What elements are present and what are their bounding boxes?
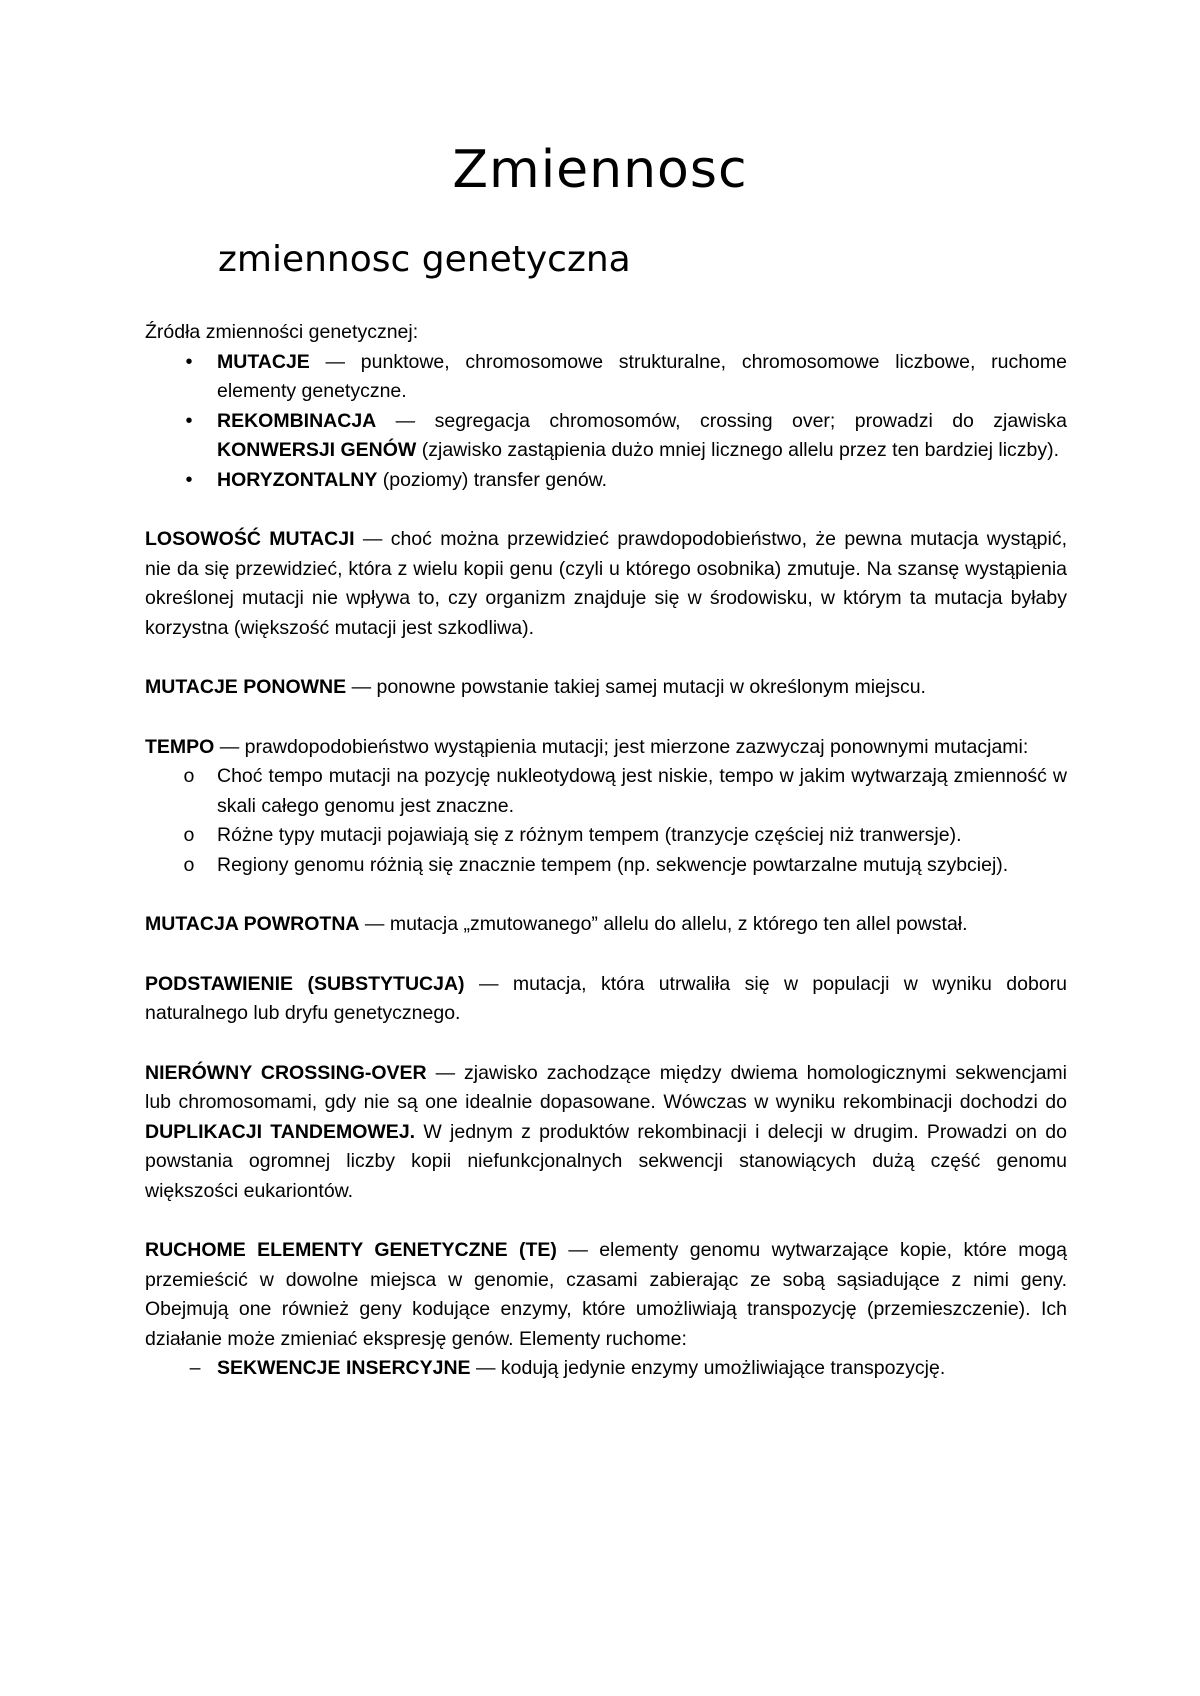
sources-intro: Źródła zmienności genetycznej: bbox=[145, 321, 419, 343]
term: DUPLIKACJI TANDEMOWEJ. bbox=[145, 1120, 416, 1143]
term: HORYZONTALNY bbox=[217, 468, 378, 491]
term: RUCHOME ELEMENTY GENETYCZNE (TE) bbox=[145, 1239, 557, 1261]
term: MUTACJE bbox=[217, 350, 310, 373]
bullet-icon bbox=[179, 407, 199, 437]
definition: — zjawisko zachodzące między dwiema homologicznymi sekwencjami lub chromosomami, gdy nie są one idealnie dopasowane. Wówczas w wyniku rekombinacji dochodzi do bbox=[145, 1061, 1067, 1113]
definition: — kodują jedynie enzymy umożliwiające transpozycję. bbox=[470, 1357, 946, 1379]
bullet-icon bbox=[179, 466, 199, 496]
list-item bbox=[145, 348, 1067, 407]
term: MUTACJA POWROTNA bbox=[145, 913, 360, 935]
term: REKOMBINACJA bbox=[217, 409, 377, 432]
document-body bbox=[145, 318, 1067, 1384]
definition: — choć można przewidzieć prawdopodobieństwo, że pewna mutacja wystąpić, nie da się przewidzieć, która z wielu kopii genu (czyli u którego osobnika) zmutuje. Na szansę wystąpienia określonej mutacji nie wpływa to, czy organizm znajduje się w środowisku, w którym ta mutacja byłaby korzystna (większość mutacji jest szkodliwa). bbox=[145, 528, 1067, 639]
list-item: o Choć tempo mutacji na pozycję nukleotydową jest niskie, tempo w jakim wytwarzają zmienność w skali całego genomu jest znaczne. bbox=[145, 762, 1067, 821]
paragraph-nierowny bbox=[145, 1059, 1067, 1207]
list-item: o Regiony genomu różnią się znacznie tempem (np. sekwencje powtarzalne mutują szybciej). bbox=[145, 851, 1067, 881]
dash-bullet-icon bbox=[185, 1354, 205, 1384]
section-heading: zmiennosc genetyczna bbox=[218, 239, 631, 280]
definition: (poziomy) transfer genów. bbox=[377, 468, 608, 491]
document-title: Zmiennosc bbox=[452, 140, 748, 200]
term: NIERÓWNY CROSSING-OVER bbox=[145, 1061, 427, 1084]
term: KONWERSJI GENÓW bbox=[217, 439, 417, 461]
list-item bbox=[145, 466, 1067, 496]
paragraph-powrotna bbox=[145, 910, 1067, 940]
definition: — prawdopodobieństwo wystąpienia mutacji; jest mierzone zazwyczaj ponownymi mutacjami: bbox=[214, 735, 1029, 758]
definition: — ponowne powstanie takiej samej mutacji w określonym miejscu. bbox=[346, 676, 926, 698]
term: LOSOWOŚĆ MUTACJI bbox=[145, 528, 355, 550]
tempo-list bbox=[145, 762, 1067, 880]
term: TEMPO bbox=[145, 735, 215, 758]
circle-bullet-icon bbox=[179, 851, 199, 882]
definition: — mutacja, która utrwaliła się w populacji w wyniku doboru naturalnego lub dryfu genetycznego. bbox=[145, 972, 1068, 1024]
paragraph-ruchome bbox=[145, 1236, 1067, 1354]
paragraph-tempo bbox=[145, 733, 1067, 763]
sources-list bbox=[145, 348, 1067, 496]
ruchome-list bbox=[145, 1354, 1067, 1384]
circle-bullet-icon bbox=[179, 821, 199, 852]
paragraph-podstawienie bbox=[145, 970, 1067, 1029]
list-item: o Różne typy mutacji pojawiają się z różnym tempem (tranzycje częściej niż tranwersje). bbox=[145, 821, 1067, 851]
definition: — segregacja chromosomów, crossing over; prowadzi do zjawiska bbox=[376, 409, 1067, 432]
definition: — punktowe, chromosomowe strukturalne, chromosomowe liczbowe, ruchome elementy genetyczne. bbox=[217, 350, 1067, 402]
paragraph-losowosc bbox=[145, 525, 1067, 643]
list-item bbox=[145, 407, 1067, 466]
term: MUTACJE PONOWNE bbox=[145, 676, 347, 698]
paragraph-ponowne bbox=[145, 673, 1067, 703]
circle-bullet-icon bbox=[179, 762, 199, 793]
list-item bbox=[145, 1354, 1067, 1384]
definition: — elementy genomu wytwarzające kopie, które mogą przemieścić w dowolne miejsca w genomie, czasami zabierając ze sobą sąsiadujące z nimi geny. Obejmują one również geny kodujące enzymy, które umożliwiają transpozycję (przemieszczenie). Ich działanie może zmieniać ekspresję genów. Elementy ruchome: bbox=[145, 1239, 1067, 1350]
bullet-icon bbox=[179, 348, 199, 378]
term: SEKWENCJE INSERCYJNE bbox=[217, 1357, 471, 1379]
term: PODSTAWIENIE (SUBSTYTUCJA) bbox=[145, 972, 465, 995]
definition: W jednym z produktów rekombinacji i delecji w drugim. Prowadzi on do powstania ogromnej liczby kopii niefunkcjonalnych sekwencji stanowiących dużą część genomu większości eukariontów. bbox=[145, 1120, 1067, 1202]
definition: — mutacja „zmutowanego” allelu do allelu, z którego ten allel powstał. bbox=[359, 913, 968, 935]
definition: (zjawisko zastąpienia dużo mniej licznego allelu przez ten bardziej liczby). bbox=[416, 439, 1060, 461]
